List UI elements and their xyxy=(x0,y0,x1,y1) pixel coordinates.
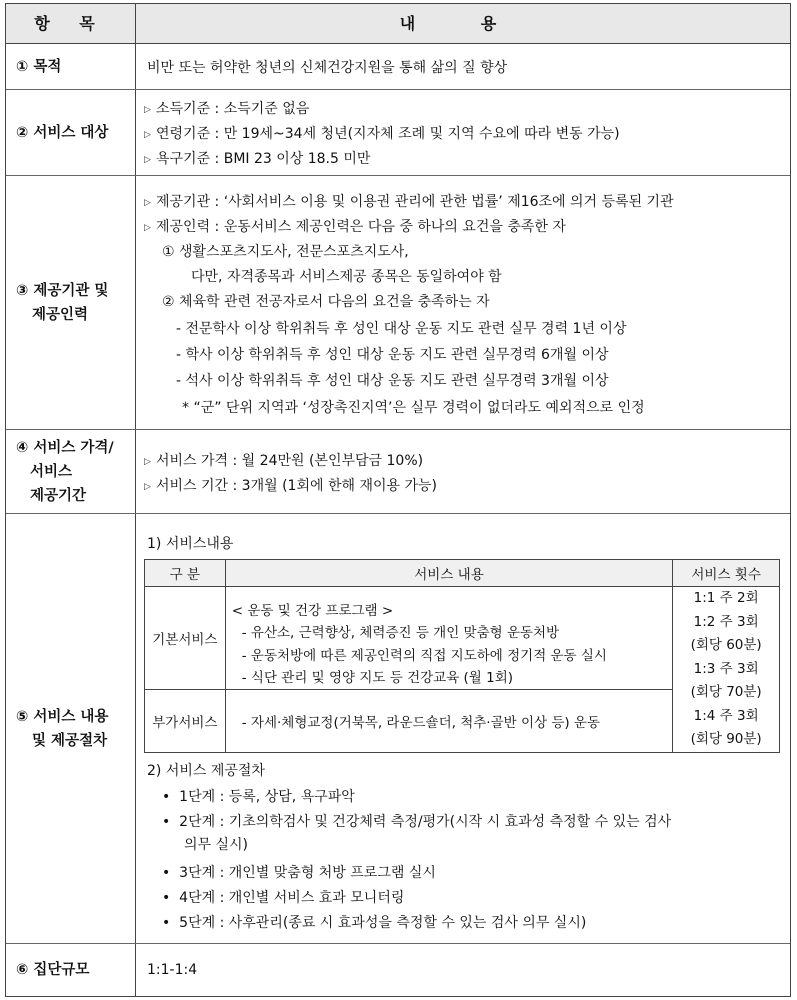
row-purpose xyxy=(6,44,790,90)
provider-line: - 전문학사 이상 학위취득 후 성인 대상 운동 지도 관련 실무 경력 1년 이상 xyxy=(176,321,627,337)
label-group: ⑥ 집단규모 xyxy=(6,944,136,996)
step-item: • 5단계 : 사후관리(종료 시 효과성을 측정할 수 있는 검사 의무 실시) xyxy=(162,915,587,931)
provider-line: ▷ 제공기관 : ‘사회서비스 이용 및 이용권 관리에 관한 법률’ 제16조에 의거 등록된 기관 xyxy=(144,194,674,210)
row-service xyxy=(6,514,790,944)
basic-category: 기본서비스 xyxy=(145,587,226,690)
frequency-cell: 1:1 주 2회 1:2 주 3회 (회당 60분) 1:3 주 3회 (회당 70분) 1:4 주 3회 (회당 90분) xyxy=(673,587,780,753)
target-line: ▷ 연령기준 : 만 19세~34세 청년(지자체 조례 및 지역 수요에 따라 변동 가능) xyxy=(144,126,620,142)
service-section-2: 2) 서비스 제공절차 xyxy=(147,763,265,779)
provider-line: 다만, 자격종목과 서비스제공 종목은 동일하여야 함 xyxy=(191,269,502,285)
basic-line: - 운동처방에 따른 제공인력의 직접 지도하에 정기적 운동 실시 xyxy=(241,647,607,664)
target-line: ▷ 소득기준 : 소득기준 없음 xyxy=(144,101,310,117)
basic-line: - 유산소, 근력향상, 체력증진 등 개인 맞춤형 운동처방 xyxy=(241,624,560,641)
label-purpose: ① 목적 xyxy=(6,44,136,89)
col-content: 서비스 내용 xyxy=(225,560,673,587)
service-info-table xyxy=(5,3,791,997)
row-price xyxy=(6,430,790,514)
provider-line: ① 생활스포츠지도사, 전문스포츠지도사, xyxy=(162,244,409,260)
provider-line: ▷ 제공인력 : 운동서비스 제공인력은 다음 중 하나의 요건을 충족한 자 xyxy=(144,219,566,235)
extra-category: 부가서비스 xyxy=(145,690,226,752)
row-provider xyxy=(6,176,790,430)
col-category: 구 분 xyxy=(145,560,226,587)
group-text: 1:1-1:4 xyxy=(147,962,198,978)
row-group xyxy=(6,944,790,996)
header-content: 내 용 xyxy=(399,14,527,33)
step-item: • 1단계 : 등록, 상담, 욕구파악 xyxy=(162,789,355,805)
provider-line: - 학사 이상 학위취득 후 성인 대상 운동 지도 관련 실무경력 6개월 이상 xyxy=(176,347,609,363)
label-target: ② 서비스 대상 xyxy=(6,90,136,175)
purpose-text: 비만 또는 허약한 청년의 신체건강지원을 통해 삶의 질 향상 xyxy=(147,60,508,76)
price-line: ▷ 서비스 기간 : 3개월 (1회에 한해 재이용 가능) xyxy=(144,478,437,494)
step-item: • 2단계 : 기초의학검사 및 건강체력 측정/평가(시작 시 효과성 측정할 수 있는 검사 xyxy=(162,814,672,830)
col-frequency: 서비스 횟수 xyxy=(673,560,780,587)
header-item: 항 목 xyxy=(6,4,136,43)
target-line: ▷ 욕구기준 : BMI 23 이상 18.5 미만 xyxy=(144,151,371,167)
price-line: ▷ 서비스 가격 : 월 24만원 (본인부담금 10%) xyxy=(144,453,424,469)
label-service: ⑤ 서비스 내용 및 제공절차 xyxy=(6,514,136,943)
row-target xyxy=(6,90,790,176)
label-price: ④ 서비스 가격/ 서비스 제공기간 xyxy=(6,430,136,513)
provider-line: ② 체육학 관련 전공자로서 다음의 요건을 충족하는 자 xyxy=(162,294,490,310)
basic-line: < 운동 및 건강 프로그램 > xyxy=(231,602,394,619)
provider-line: * “군” 단위 지역과 ‘성장촉진지역’은 실무 경력이 없더라도 예외적으로 인정 xyxy=(182,400,645,416)
basic-line: - 식단 관리 및 영양 지도 등 건강교육 (월 1회) xyxy=(241,669,514,686)
step-item: • 3단계 : 개인별 맞춤형 처방 프로그램 실시 xyxy=(162,865,436,881)
step-item-cont: 의무 실시) xyxy=(184,837,249,853)
extra-content: - 자세·체형교정(거북목, 라운드숄더, 척추·골반 이상 등) 운동 xyxy=(225,690,673,752)
label-provider: ③ 제공기관 및 제공인력 xyxy=(6,176,136,429)
table-header xyxy=(6,4,790,44)
provider-line: - 석사 이상 학위취득 후 성인 대상 운동 지도 관련 실무경력 3개월 이상 xyxy=(176,373,609,389)
service-section-1: 1) 서비스내용 xyxy=(147,536,234,552)
service-content-table xyxy=(144,559,780,753)
step-item: • 4단계 : 개인별 서비스 효과 모니터링 xyxy=(162,890,405,906)
